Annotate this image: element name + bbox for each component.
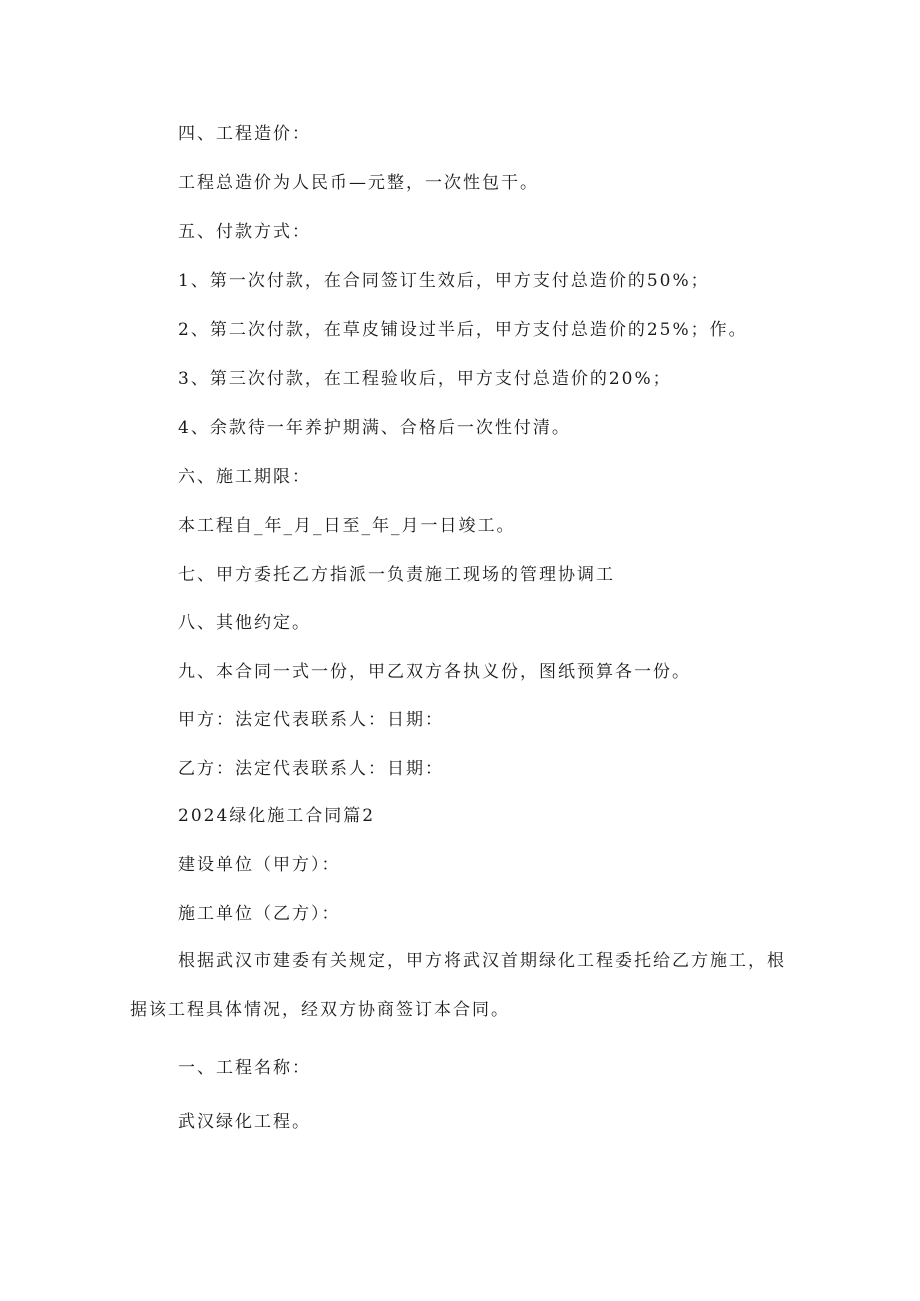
section-9-line: 九、本合同一式一份，甲乙双方各执义份，图纸预算各一份。: [178, 662, 691, 682]
construction-unit-line: 施工单位（乙方）：: [178, 904, 341, 924]
total-price-line: 工程总造价为人民币—元整，一次性包干。: [178, 173, 539, 193]
party-b-signature-line: 乙方：法定代表联系人：日期：: [178, 759, 444, 779]
construction-period-line: 本工程自_年_月_日至_年_月一日竣工。: [178, 516, 516, 536]
section-4-heading: 四、工程造价：: [178, 124, 311, 144]
project-name-line: 武汉绿化工程。: [178, 1112, 311, 1132]
section-5-heading: 五、付款方式：: [178, 222, 311, 242]
party-a-signature-line: 甲方：法定代表联系人：日期：: [178, 710, 444, 730]
payment-item-1: 1、第一次付款，在合同签订生效后，甲方支付总造价的50%；: [178, 271, 710, 291]
contract-title-part-2: 2024绿化施工合同篇2: [178, 806, 376, 826]
section-8-line: 八、其他约定。: [178, 613, 311, 633]
builder-unit-line: 建设单位（甲方）：: [178, 855, 341, 875]
payment-item-3: 3、第三次付款，在工程验收后，甲方支付总造价的20%；: [178, 369, 672, 389]
section-6-heading: 六、施工期限：: [178, 467, 311, 487]
payment-item-4: 4、余款待一年养护期满、合格后一次性付清。: [178, 418, 571, 438]
payment-item-2: 2、第二次付款，在草皮铺设过半后，甲方支付总造价的25%；作。: [178, 320, 748, 340]
section-1-heading: 一、工程名称：: [178, 1058, 311, 1078]
intro-paragraph: 根据武汉市建委有关规定，甲方将武汉首期绿化工程委托给乙方施工，根据该工程具体情况，经双方协商签订本合同。: [130, 951, 786, 1020]
section-7-line: 七、甲方委托乙方指派一负责施工现场的管理协调工: [178, 565, 615, 585]
